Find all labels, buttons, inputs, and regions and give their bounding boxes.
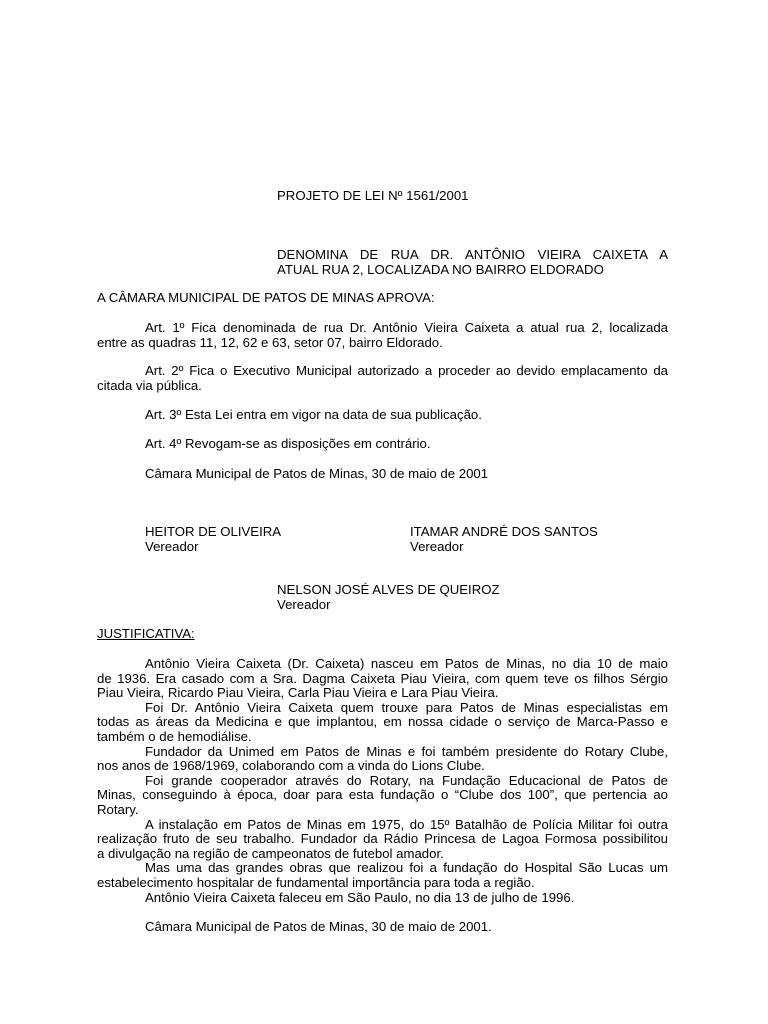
justification-line: nos anos de 1968/1969, colaborando com a vinda do Lions Clube. xyxy=(97,758,485,774)
justification-line: Minas, conseguindo à época, doar para esta fundação o “Clube dos 100”, que pertencia ao xyxy=(97,787,668,803)
justification-line: realização fruto de seu trabalho. Fundador da Rádio Princesa de Lagoa Formosa possibilitou xyxy=(97,831,668,847)
ementa xyxy=(277,248,668,277)
date-line: Câmara Municipal de Patos de Minas, 30 de maio de 2001 xyxy=(145,466,489,481)
article-4: Art. 4º Revogam-se as disposições em contrário. xyxy=(145,436,431,451)
closing-date-line: Câmara Municipal de Patos de Minas, 30 de maio de 2001. xyxy=(145,919,492,934)
article-1 xyxy=(97,321,668,350)
justification-line: Mas uma das grandes obras que realizou foi a fundação do Hospital São Lucas um xyxy=(145,860,668,876)
justification-line: todas as áreas da Medicina e que implantou, em nossa cidade o serviço de Marca-Passo e xyxy=(97,714,668,730)
signature-role: Vereador xyxy=(410,538,464,554)
article-line: Art. 1º Fica denominada de rua Dr. Antônio Vieira Caixeta a atual rua 2, localizada xyxy=(145,320,668,335)
justification-line: de 1936. Era casado com a Sra. Dagma Caixeta Piau Vieira, com quem teve os filhos Sérgio xyxy=(97,670,668,686)
justification-line: Piau Vieira, Ricardo Piau Vieira, Carla Piau Vieira e Lara Piau Vieira. xyxy=(97,685,499,701)
article-line: entre as quadras 11, 12, 62 e 63, setor 07, bairro Eldorado. xyxy=(97,334,443,350)
justification-line: a divulgação na região de campeonatos de futebol amador. xyxy=(97,845,444,861)
signature-name: ITAMAR ANDRÉ DOS SANTOS xyxy=(410,524,598,539)
justification-line: também o de hemodiálise. xyxy=(97,728,252,744)
article-line: Art. 2º Fica o Executivo Municipal autorizado a proceder ao devido emplacamento da xyxy=(145,363,668,378)
justification-heading: JUSTIFICATIVA: xyxy=(97,626,195,641)
justification-line: Foi Dr. Antônio Vieira Caixeta quem trouxe para Patos de Minas especialistas em xyxy=(145,699,668,715)
project-title: PROJETO DE LEI Nº 1561/2001 xyxy=(277,188,469,203)
justification-line: Antônio Vieira Caixeta faleceu em São Paulo, no dia 13 de julho de 1996. xyxy=(145,889,575,905)
signature-block xyxy=(145,525,281,554)
justification-line: Fundador da Unimed em Patos de Minas e foi também presidente do Rotary Clube, xyxy=(145,743,668,759)
justification-line: A instalação em Patos de Minas em 1975, do 15º Batalhão de Polícia Militar foi outra xyxy=(145,816,668,832)
signature-name: NELSON JOSÉ ALVES DE QUEIROZ xyxy=(277,582,500,597)
signature-name: HEITOR DE OLIVEIRA xyxy=(145,524,282,539)
justification-line: Foi grande cooperador através do Rotary, na Fundação Educacional de Patos de xyxy=(145,772,668,788)
ementa-line: ATUAL RUA 2, LOCALIZADA NO BAIRRO ELDORADO xyxy=(277,261,604,277)
justification-line: estabelecimento hospitalar de fundamental importância para toda a região. xyxy=(97,874,535,890)
signature-role: Vereador xyxy=(145,538,199,554)
justification-body xyxy=(97,657,668,905)
article-3: Art. 3º Esta Lei entra em vigor na data de sua publicação. xyxy=(145,407,482,422)
article-2 xyxy=(97,364,668,393)
article-line: citada via pública. xyxy=(97,377,202,393)
signature-role: Vereador xyxy=(277,596,331,612)
approval-statement: A CÂMARA MUNICIPAL DE PATOS DE MINAS APROVA: xyxy=(97,290,435,305)
ementa-line: DENOMINA DE RUA DR. ANTÔNIO VIEIRA CAIXETA A xyxy=(277,247,668,262)
justification-line: Rotary. xyxy=(97,801,139,817)
signature-block xyxy=(410,525,598,554)
signature-block xyxy=(277,583,500,612)
justification-line: Antônio Vieira Caixeta (Dr. Caixeta) nasceu em Patos de Minas, no dia 10 de maio xyxy=(145,656,668,671)
